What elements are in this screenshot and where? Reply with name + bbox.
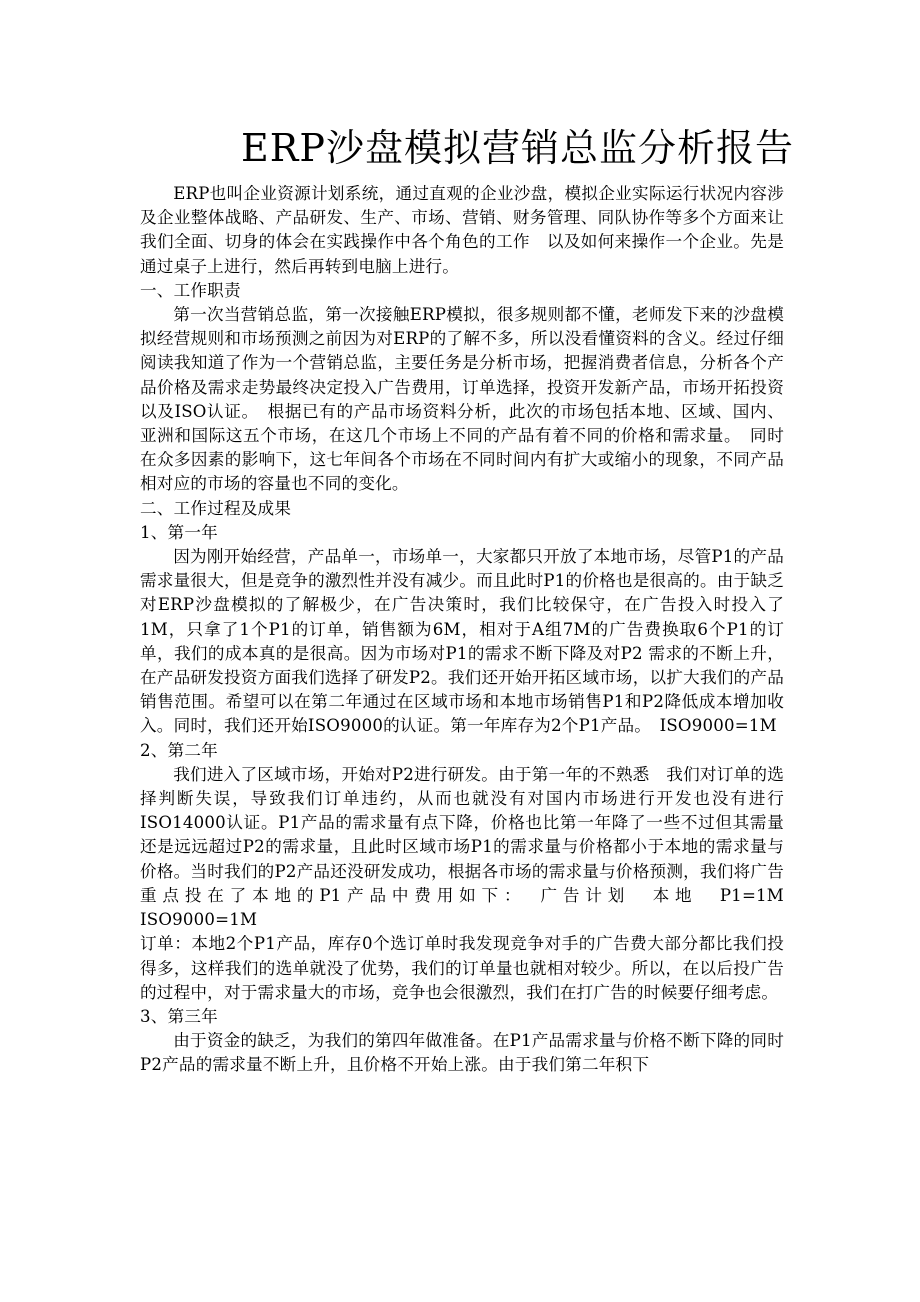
duties-paragraph: 第一次当营销总监，第一次接触ERP模拟，很多规则都不懂，老师发下来的沙盘模拟经营规则和市场预测之前因为对ERP的了解不多，所以没看懂资料的含义。经过仔细阅读我知道了作为一个营销总监，主要任务是分析市场，把握消费者信息，分析各个产品价格及需求走势最终决定投入广告费用，订单选择，投资开发新产品，市场开拓投资以及ISO认证。 根据已有的产品市场资料分析，此次的市场包括本地、区域、国内、亚洲和国际这五个市场，在这几个市场上不同的产品有着不同的价格和需求量。 同时在众多因素的影响下，这七年间各个市场在不同时间内有扩大或缩小的现象，不同产品相对应的市场的容量也不同的变化。 — [140, 305, 784, 494]
subheading-year-3: 3、第三年 — [140, 1006, 218, 1026]
document-body — [140, 182, 818, 1078]
section-heading-duties: 一、工作职责 — [140, 280, 241, 300]
year-2-paragraph: 我们进入了区域市场，开始对P2进行研发。由于第一年的不熟悉 我们对订单的选择判断失误，导致我们订单违约，从而也就没有对国内市场进行开发也没有进行ISO14000认证。P1产品的需求量有点下降，价格也比第一年降了一些不过但其需量还是远远超过P2的需求量，且此时区域市场P1的需求量与价格都小于本地的需求量与价格。当时我们的P2产品还没研发成功，根据各市场的需求量与价格预测，我们将广告重点投在了本地的P1产品中费用如下： 广告计划 本地 P1=1M ISO9000=1M — [140, 764, 818, 930]
subheading-year-2: 2、第二年 — [140, 740, 218, 760]
intro-paragraph: ERP也叫企业资源计划系统，通过直观的企业沙盘，模拟企业实际运行状况内容涉及企业整体战略、产品研发、生产、市场、营销、财务管理、同队协作等多个方面来让我们全面、切身的体会在实践操作中各个角色的工作 以及如何来操作一个企业。先是通过桌子上进行，然后再转到电脑上进行。 — [140, 184, 784, 276]
year-1-paragraph: 因为刚开始经营，产品单一，市场单一，大家都只开放了本地市场，尽管P1的产品需求量很大，但是竞争的激烈性并没有减少。而且此时P1的价格也是很高的。由于缺乏对ERP沙盘模拟的了解极少，在广告决策时，我们比较保守，在广告投入时投入了1M，只拿了1个P1的订单，销售额为6M，相对于A组7M的广告费换取6个P1的订单，我们的成本真的是很高。因为市场对P1的需求不断下降及对P2 需求的不断上升，在产品研发投资方面我们选择了研发P2。我们还开始开拓区域市场，以扩大我们的产品销售范围。希望可以在第二年通过在区域市场和本地市场销售P1和P2降低成本增加收入。同时，我们还开始ISO9000的认证。第一年库存为2个P1产品。 ISO9000=1M — [140, 547, 784, 736]
section-heading-process: 二、工作过程及成果 — [140, 498, 292, 518]
year-3-paragraph: 由于资金的缺乏，为我们的第四年做准备。在P1产品需求量与价格不断下降的同时P2产品的需求量不断上升，且价格不开始上涨。由于我们第二年积下 — [140, 1031, 784, 1075]
document-title: ERP沙盘模拟营销总监分析报告 — [241, 126, 794, 170]
year-2-orders-paragraph: 订单：本地2个P1产品，库存0个选订单时我发现竞争对手的广告费大部分都比我们投得多，这样我们的选单就没了优势，我们的订单量也就相对较少。所以，在以后投广告的过程中，对于需求量大的市场，竞争也会很激烈，我们在打广告的时候要仔细考虑。 — [140, 934, 784, 1002]
subheading-year-1: 1、第一年 — [140, 522, 218, 542]
